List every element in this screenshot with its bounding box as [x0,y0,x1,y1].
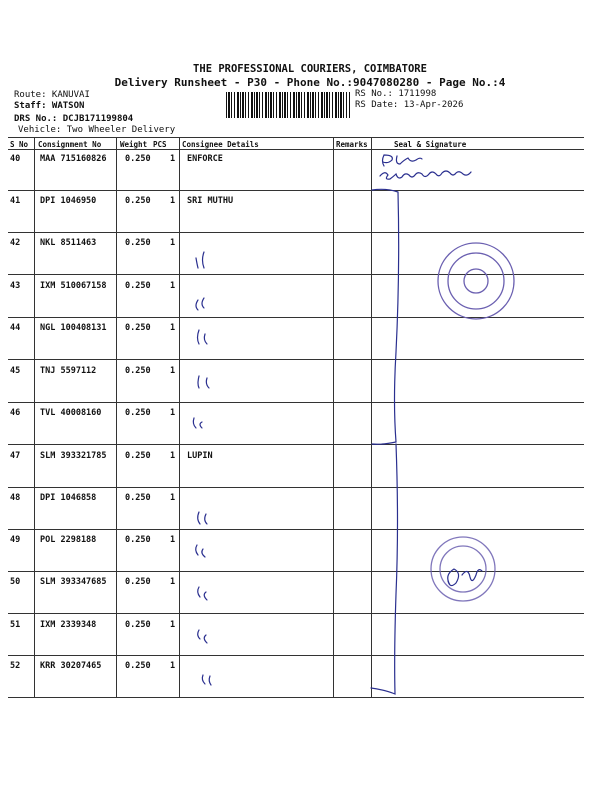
row-sno: 41 [10,196,21,206]
row-consignment: SLM 393321785 [40,451,107,461]
handwritten-initials [198,630,207,643]
row-weight: 0.250 [125,577,151,587]
row-consignment: POL 2298188 [40,535,97,545]
row-pcs: 1 [170,154,176,164]
row-consignment: TVL 40008160 [40,408,102,418]
handwritten-initials [202,675,211,685]
handwritten-bracket [371,189,399,694]
row-pcs: 1 [170,196,176,206]
col-sno-header: S No [10,140,29,149]
row-sno: 48 [10,493,21,503]
row-weight: 0.250 [125,323,151,333]
drs-number: DRS No.: DCJB171199804 [14,114,134,124]
vehicle-label: Vehicle: Two Wheeler Delivery [18,125,176,135]
row-weight: 0.250 [125,281,151,291]
row-pcs: 1 [170,408,176,418]
row-consignee: ENFORCE [187,154,223,164]
col-remarks-header: Remarks [336,140,368,149]
col-pcs-header: PCS [153,140,167,149]
row-weight: 0.250 [125,451,151,461]
row-sno: 49 [10,535,21,545]
row-pcs: 1 [170,661,176,671]
row-weight: 0.250 [125,493,151,503]
row-sno: 50 [10,577,21,587]
row-pcs: 1 [170,577,176,587]
row-sno: 47 [10,451,21,461]
col-consignment-header: Consignment No [38,140,102,149]
col-seal-header: Seal & Signature [394,140,467,149]
document-subtitle: Delivery Runsheet - P30 - Phone No.:9047080280 - Page No.:4 [114,76,506,89]
row-consignment: TNJ 5597112 [40,366,97,376]
row-weight: 0.250 [125,535,151,545]
rs-number: RS No.: 1711998 [355,89,437,99]
row-consignment: NKL 8511463 [40,238,97,248]
row-pcs: 1 [170,451,176,461]
row-pcs: 1 [170,281,176,291]
handwritten-phone-number [380,171,471,179]
row-consignment: MAA 715160826 [40,154,107,164]
staff-label: Staff: WATSON [14,101,85,111]
handwritten-initials [198,330,208,344]
row-consignment: SLM 393347685 [40,577,107,587]
rubber-stamp [431,537,495,601]
row-consignment: KRR 30207465 [40,661,102,671]
row-consignee: SRI MUTHU [187,196,234,206]
row-weight: 0.250 [125,154,151,164]
handwritten-initials [196,252,204,268]
document-title: THE PROFESSIONAL COURIERS, COIMBATORE [193,63,427,75]
row-sno: 40 [10,154,21,164]
row-sno: 43 [10,281,21,291]
handwritten-initials [196,545,205,557]
row-sno: 44 [10,323,21,333]
row-weight: 0.250 [125,408,151,418]
row-weight: 0.250 [125,196,151,206]
row-consignment: IXM 510067158 [40,281,107,291]
row-sno: 46 [10,408,21,418]
rubber-stamp [438,243,514,319]
col-weight-header: Weight [120,140,148,149]
row-sno: 51 [10,620,21,630]
handwritten-signature [448,569,482,586]
row-consignee: LUPIN [187,451,213,461]
handwritten-initials [193,418,202,428]
row-sno: 52 [10,661,21,671]
rs-date: RS Date: 13-Apr-2026 [355,100,464,110]
handwritten-initials [198,376,209,388]
row-pcs: 1 [170,620,176,630]
row-consignment: IXM 2339348 [40,620,97,630]
row-pcs: 1 [170,366,176,376]
handwritten-initials [198,587,207,600]
handwritten-initials [198,512,207,524]
row-pcs: 1 [170,238,176,248]
row-weight: 0.250 [125,620,151,630]
row-consignment: DPI 1046950 [40,196,97,206]
row-sno: 45 [10,366,21,376]
row-consignment: NGL 100408131 [40,323,107,333]
row-sno: 42 [10,238,21,248]
route-label: Route: KANUVAI [14,90,90,100]
row-consignment: DPI 1046858 [40,493,97,503]
handwritten-initials [196,298,204,310]
row-weight: 0.250 [125,366,151,376]
row-weight: 0.250 [125,238,151,248]
row-pcs: 1 [170,493,176,503]
row-pcs: 1 [170,535,176,545]
col-consignee-header: Consignee Details [182,140,259,149]
row-weight: 0.250 [125,661,151,671]
handwritten-signature [383,155,423,166]
row-pcs: 1 [170,323,176,333]
